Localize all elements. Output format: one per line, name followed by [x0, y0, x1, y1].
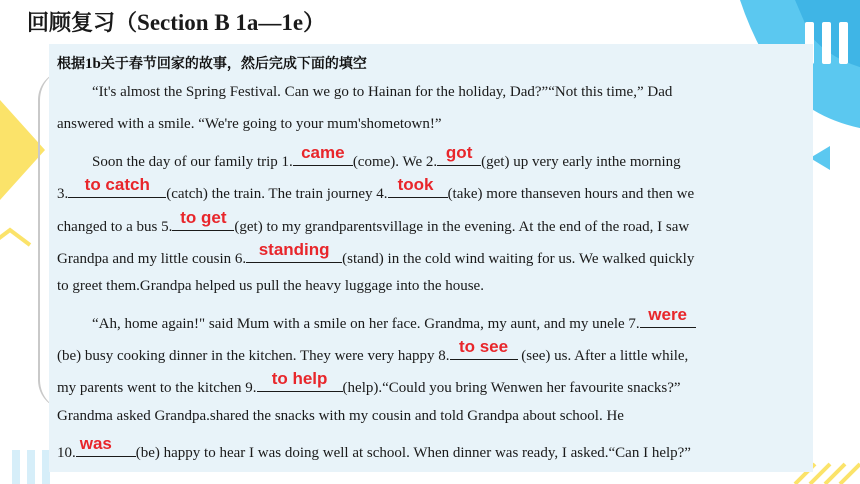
text: (take) more thanseven hours and then we	[447, 186, 695, 202]
title-section: Section B 1a—1e	[137, 10, 304, 35]
answer-blank[interactable]	[76, 434, 136, 457]
answer-blank[interactable]	[450, 337, 518, 360]
text: (get) up very early inthe morning	[481, 154, 681, 170]
text: Grandma asked Grandpa.shared the snacks with my cousin and told Grandpa about school. He	[57, 408, 624, 424]
answer-5: to get	[180, 208, 227, 227]
answer-8: to see	[458, 337, 509, 356]
passage-line	[92, 84, 672, 101]
passage-line	[57, 369, 681, 397]
answer-4: took	[397, 175, 434, 194]
passage-line	[57, 337, 689, 365]
instruction-bold: 1b	[85, 56, 101, 72]
answer-blank[interactable]	[388, 175, 448, 198]
passage-line	[57, 278, 484, 295]
passage-line	[57, 116, 442, 133]
answer-blank[interactable]	[257, 369, 343, 392]
text: (come). We 2.	[352, 154, 438, 170]
passage-line	[57, 240, 695, 268]
text: 10.	[57, 445, 76, 461]
title-cn: 回顾复习	[27, 11, 116, 36]
answer-10: was	[79, 434, 112, 453]
text: my parents went to the kitchen 9.	[57, 380, 257, 396]
text: Grandpa and my little cousin 6.	[57, 251, 247, 267]
text: Soon the day of our family trip 1.	[92, 154, 293, 170]
text: (be) busy cooking dinner in the kitchen. They were very happy 8.	[57, 348, 450, 364]
answer-blank[interactable]	[640, 305, 696, 328]
title-paren-open: （	[115, 11, 138, 36]
text: to greet them.Grandpa helped us pull the heavy luggage into the house.	[57, 278, 484, 294]
passage-line	[57, 208, 690, 236]
answer-blank[interactable]	[246, 240, 342, 263]
answer-7: were	[648, 305, 688, 324]
answer-9: to help	[271, 369, 328, 388]
text: (get) to my grandparentsvillage in the evening. At the end of the road, I saw	[234, 219, 690, 235]
answer-1: came	[301, 143, 345, 162]
answer-blank[interactable]	[293, 143, 353, 166]
instruction	[57, 53, 367, 73]
bottom-left-bars-decoration	[12, 450, 50, 484]
text: (stand) in the cold wind waiting for us. We walked quickly	[342, 251, 695, 267]
passage-line	[57, 175, 695, 203]
passage-line	[92, 305, 696, 333]
instruction-pre: 根据	[57, 56, 85, 72]
answer-blank[interactable]	[437, 143, 481, 166]
slide-title	[27, 6, 325, 37]
instruction-post: 关于春节回家的故事，然后完成下面的填空	[100, 56, 367, 72]
answer-6: standing	[258, 240, 330, 259]
text: (help).“Could you bring Wenwen her favourite snacks?”	[342, 380, 681, 396]
answer-blank[interactable]	[172, 208, 234, 231]
text: (see) us. After a little while,	[517, 348, 689, 364]
text: (catch) the train. The train journey 4.	[166, 186, 388, 202]
passage-line	[92, 143, 681, 171]
title-paren-close: ）	[303, 11, 326, 36]
content-panel	[49, 44, 813, 472]
answer-blank[interactable]	[68, 175, 166, 198]
triangle-arrow-decoration	[810, 146, 830, 170]
text: 3.	[57, 186, 69, 202]
passage-line	[57, 408, 624, 425]
text: changed to a bus 5.	[57, 219, 173, 235]
text: answered with a smile. “We're going to your mum'shometown!”	[57, 116, 442, 132]
text: “It's almost the Spring Festival. Can we go to Hainan for the holiday, Dad?”“Not this time,” Dad	[92, 84, 673, 100]
answer-3: to catch	[84, 175, 150, 194]
text: “Ah, home again!" said Mum with a smile on her face. Grandma, my aunt, and my unele 7.	[92, 316, 640, 332]
passage-line	[57, 434, 691, 462]
text: (be) happy to hear I was doing well at school. When dinner was ready, I asked.“Can I help?”	[135, 445, 691, 461]
answer-2: got	[445, 143, 473, 162]
